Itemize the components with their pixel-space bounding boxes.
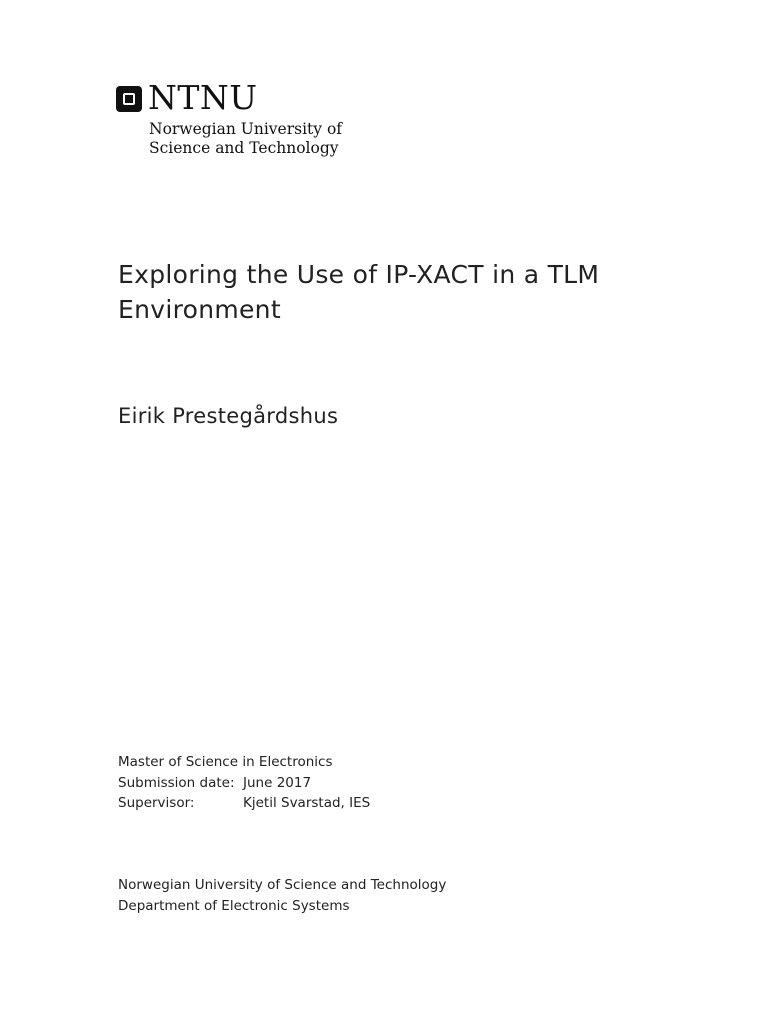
thesis-title — [118, 257, 678, 327]
degree-row — [118, 752, 370, 773]
thesis-title-line-2: Environment — [118, 295, 281, 324]
logo-university-line-2: Science and Technology — [149, 139, 339, 157]
submission-date-value: June 2017 — [243, 774, 312, 791]
university-name: Norwegian University of Science and Technology — [118, 877, 447, 893]
logo-university-line-1: Norwegian University of — [149, 120, 343, 138]
logo-wordmark: NTNU — [148, 78, 258, 117]
supervisor-row — [118, 793, 370, 814]
ntnu-logo-icon — [116, 86, 142, 112]
author-name: Eirik Prestegårdshus — [118, 404, 339, 428]
ntnu-logo — [116, 78, 376, 164]
submission-date-label: Submission date: — [118, 774, 235, 791]
thesis-metadata — [118, 752, 370, 814]
department-name: Department of Electronic Systems — [118, 897, 350, 914]
degree-text: Master of Science in Electronics — [118, 754, 333, 770]
institution-block — [118, 875, 446, 916]
thesis-title-line-1: Exploring the Use of IP-XACT in a TLM — [118, 260, 600, 289]
submission-date-row — [118, 773, 370, 794]
supervisor-value: Kjetil Svarstad, IES — [243, 795, 371, 811]
supervisor-label: Supervisor: — [118, 795, 195, 811]
